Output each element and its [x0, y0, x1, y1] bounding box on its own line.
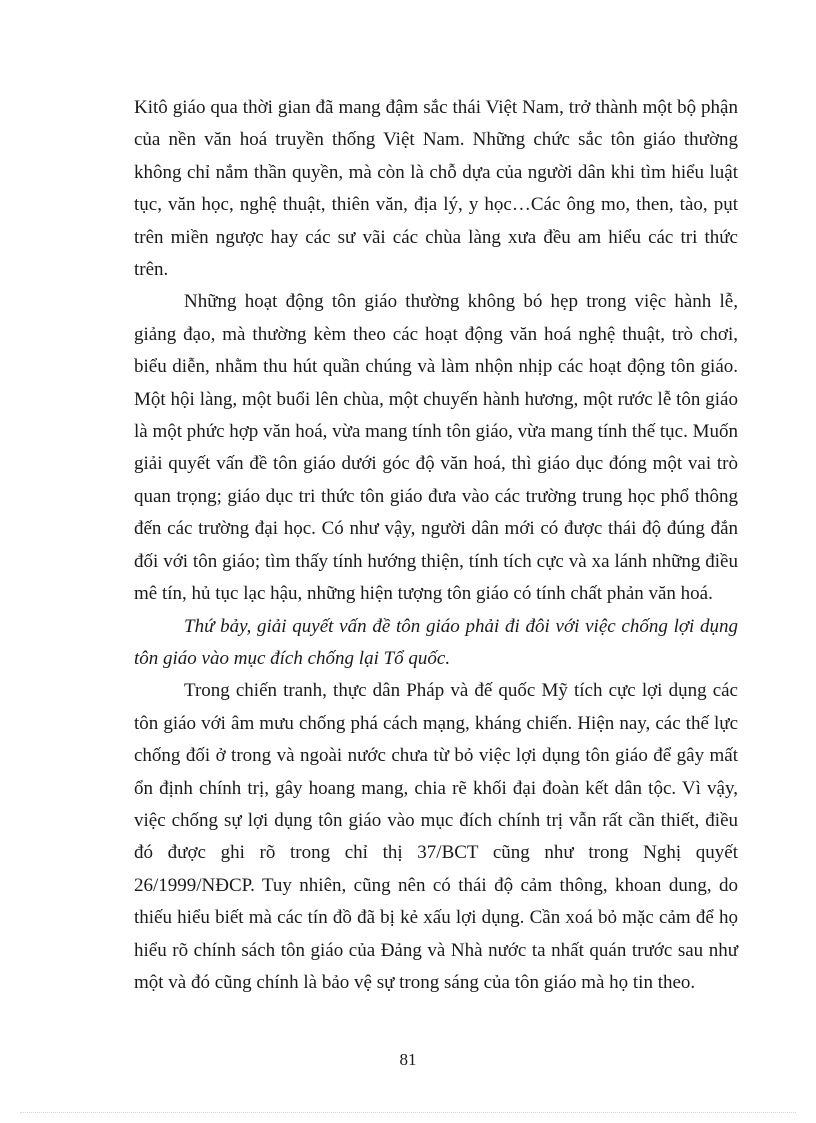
paragraph-3-italic-heading: Thứ bảy, giải quyết vấn đề tôn giáo phải đi đôi với việc chống lợi dụng tôn giáo vào mục đích chống lại Tổ quốc. — [134, 615, 738, 669]
page-bottom-divider — [20, 1112, 796, 1113]
paragraph-2: Những hoạt động tôn giáo thường không bó hẹp trong việc hành lễ, giảng đạo, mà thường kèm theo các hoạt động văn hoá nghệ thuật, trò chơi, biểu diễn, nhằm thu hút quần chúng và làm nhộn nhịp các hoạt động tôn giáo. Một hội làng, một buổi lên chùa, một chuyến hành hương, một rước lễ tôn giáo là một phức hợp văn hoá, vừa mang tính tôn giáo, vừa mang tính thế tục. Muốn giải quyết vấn đề tôn giáo dưới góc độ văn hoá, thì giáo dục đóng một vai trò quan trọng; giáo dục tri thức tôn giáo đưa vào các trường trung học phổ thông đến các trường đại học. Có như vậy, người dân mới có được thái độ đúng đắn đối với tôn giáo; tìm thấy tính hướng thiện, tính tích cực và xa lánh những điều mê tín, hủ tục lạc hậu, những hiện tượng tôn giáo có tính chất phản văn hoá. — [134, 291, 738, 605]
paragraph-4: Trong chiến tranh, thực dân Pháp và đế quốc Mỹ tích cực lợi dụng các tôn giáo với âm mưu chống phá cách mạng, kháng chiến. Hiện nay, các thế lực chống đối ở trong và ngoài nước chưa từ bỏ việc lợi dụng tôn giáo để gây mất ổn định chính trị, gây hoang mang, chia rẽ khối đại đoàn kết dân tộc. Vì vậy, việc chống sự lợi dụng tôn giáo vào mục đích chính trị vẫn rất cần thiết, điều đó được ghi rõ trong chỉ thị 37/BCT cũng như trong Nghị quyết 26/1999/NĐCP. Tuy nhiên, cũng nên có thái độ cảm thông, khoan dung, do thiếu hiểu biết mà các tín đồ đã bị kẻ xấu lợi dụng. Cần xoá bỏ mặc cảm để họ hiểu rõ chính sách tôn giáo của Đảng và Nhà nước ta nhất quán trước sau như một và đó cũng chính là bảo vệ sự trong sáng của tôn giáo mà họ tin theo. — [134, 680, 738, 993]
body-text — [134, 92, 738, 999]
page-number: 81 — [399, 1050, 417, 1069]
paragraph-1: Kitô giáo qua thời gian đã mang đậm sắc thái Việt Nam, trở thành một bộ phận của nền văn hoá truyền thống Việt Nam. Những chức sắc tôn giáo thường không chỉ nắm thần quyền, mà còn là chỗ dựa của người dân khi tìm hiểu luật tục, văn học, nghệ thuật, thiên văn, địa lý, y học…Các ông mo, then, tào, pụt trên miền ngược hay các sư vãi các chùa làng xưa đều am hiểu các tri thức trên. — [134, 97, 738, 281]
